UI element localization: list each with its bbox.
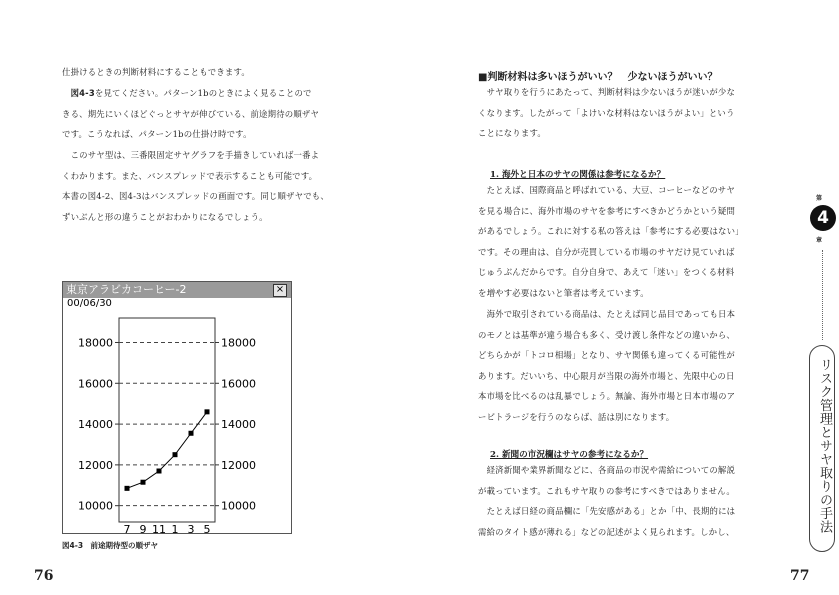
x-tick-label: 11 <box>152 523 166 533</box>
data-point <box>189 431 194 436</box>
data-point <box>141 480 146 485</box>
series-line <box>127 412 207 489</box>
text-line: 海外で取引されている商品は、たとえば同じ品目であっても日本 <box>486 309 736 319</box>
figure-ref: 図4-3 <box>70 88 95 98</box>
y-tick-label-left: 12000 <box>78 458 113 472</box>
figure-caption: 図4-3 前途期待型の順ザヤ <box>62 541 159 550</box>
intro-paragraph <box>62 62 250 83</box>
chapter-title: リスク管理とサヤ取りの手法 <box>817 358 832 534</box>
spread-chart <box>63 282 291 533</box>
y-tick-label-right: 12000 <box>221 458 256 472</box>
text-line: どちらかが「トコロ相場」となり、サヤ関係も違ってくる可能性が <box>478 350 735 361</box>
text-line: このサヤ型は、三番限固定サヤグラフを手描きしていれば一番よ <box>70 150 320 160</box>
section-heading: ■判断材料は多いほうがいい？ 少ないほうがいい？ <box>478 72 718 83</box>
x-tick-label: 3 <box>187 523 195 533</box>
text-line: です。その理由は、自分が売買している市場のサヤだけ見ていれば <box>478 246 735 257</box>
section2-paragraph-2 <box>478 501 735 542</box>
text-line: くなります。したがって「よけいな材料はないほうがよい」という <box>478 107 735 118</box>
y-tick-label-right: 14000 <box>221 418 256 432</box>
text-line: が載っています。これもサヤ取りの参考にすべきではありません。 <box>478 485 735 496</box>
y-tick-label-left: 14000 <box>78 418 113 432</box>
section1-paragraph-1 <box>478 180 744 304</box>
page-number-right: 77 <box>790 568 810 584</box>
x-tick-label: 5 <box>203 523 211 533</box>
chapter-label-top: 第 <box>816 195 823 202</box>
text-line: たとえば、国際商品と呼ばれている、大豆、コーヒーなどのサヤ <box>486 185 735 195</box>
figure-reference-paragraph <box>62 83 319 145</box>
chapter-tab-dots <box>822 250 823 340</box>
page-number-left: 76 <box>34 568 54 584</box>
y-tick-label-right: 16000 <box>221 377 256 391</box>
chart-date: 00/06/30 <box>67 298 112 309</box>
text-line: ービトラージを行うのならば、話は別になります。 <box>478 411 675 422</box>
text-line: くわかります。また、バンスプレッドで表示することも可能です。 <box>62 170 318 181</box>
chapter-number-badge: 4 <box>810 205 836 231</box>
chart-window <box>62 281 292 534</box>
x-tick-label: 7 <box>123 523 131 533</box>
text-line: 図4-3を見てください。パターン1bのときによく見ることので <box>70 88 312 98</box>
text-line: 仕掛けるときの判断材料にすることもできます。 <box>62 67 250 77</box>
text-line: を見る場合に、海外市場のサヤを参考にすべきかどうかという疑問 <box>478 205 736 216</box>
window-title: 東京アラビカコーヒー-2 <box>66 283 187 296</box>
text-line: ずいぶんと形の違うことがおわかりになるでしょう。 <box>62 211 268 222</box>
data-point <box>125 486 130 491</box>
text-line: を増やす必要はないと筆者は考えています。 <box>478 287 649 298</box>
text-line: きる、期先にいくほどぐっとサヤが伸びている、前途期待の順ザヤ <box>62 108 320 119</box>
body-paragraph <box>62 145 329 227</box>
chapter-label-bottom: 章 <box>816 237 823 244</box>
x-tick-label: 9 <box>139 523 147 533</box>
data-point <box>173 452 178 457</box>
section1-paragraph-2 <box>478 304 735 428</box>
intro-paragraph-right <box>478 82 735 144</box>
chapter-title-tab <box>809 345 835 552</box>
data-point <box>205 409 210 414</box>
text-line: サヤ取りを行うにあたって、判断材料は少ないほうが迷いが少な <box>486 87 736 97</box>
subsection-title-1: 1. 海外と日本のサヤの関係は参考になるか？ <box>490 170 666 180</box>
y-tick-label-left: 16000 <box>78 377 113 391</box>
subsection-title-2: 2. 新聞の市況欄はサヤの参考になるか？ <box>490 450 649 460</box>
text-line: じゅうぶんだからです。自分自身で、あえて「迷い」をつくる材料 <box>478 267 735 278</box>
data-point <box>157 469 162 474</box>
text-line: あります。だいいち、中心限月が当限の海外市場と、先限中心の日 <box>478 370 735 381</box>
y-tick-label-right: 10000 <box>221 499 256 513</box>
text-line: ことになります。 <box>478 128 546 139</box>
text-line: があるでしょう。これに対する私の答えは「参考にする必要はない」 <box>478 226 744 237</box>
text-line: 本市場を比べるのは乱暴でしょう。無論、海外市場と日本市場のア <box>478 391 736 402</box>
text-line: のモノとは基準が違う場合も多く、受け渡し条件などの違いから、 <box>478 329 735 340</box>
text-line: 需給のタイト感が薄れる」などの記述がよく見られます。しかし、 <box>478 526 735 537</box>
x-tick-label: 1 <box>171 523 179 533</box>
y-tick-label-right: 18000 <box>221 336 256 350</box>
section2-paragraph-1 <box>478 460 735 501</box>
y-tick-label-left: 10000 <box>78 499 113 513</box>
text-line: です。こうなれば、パターン1bの仕掛け時です。 <box>62 129 252 140</box>
text-line: 本書の図4-2、図4-3はバンスプレッドの画面です。同じ順ザヤでも、 <box>62 191 329 202</box>
text-line: たとえば日経の商品欄に「先安感がある」とか「中、長期的には <box>486 506 736 516</box>
text-line: 経済新聞や業界新聞などに、各商品の市況や需給についての解説 <box>486 465 736 475</box>
close-button[interactable]: × <box>273 284 287 297</box>
y-tick-label-left: 18000 <box>78 336 113 350</box>
